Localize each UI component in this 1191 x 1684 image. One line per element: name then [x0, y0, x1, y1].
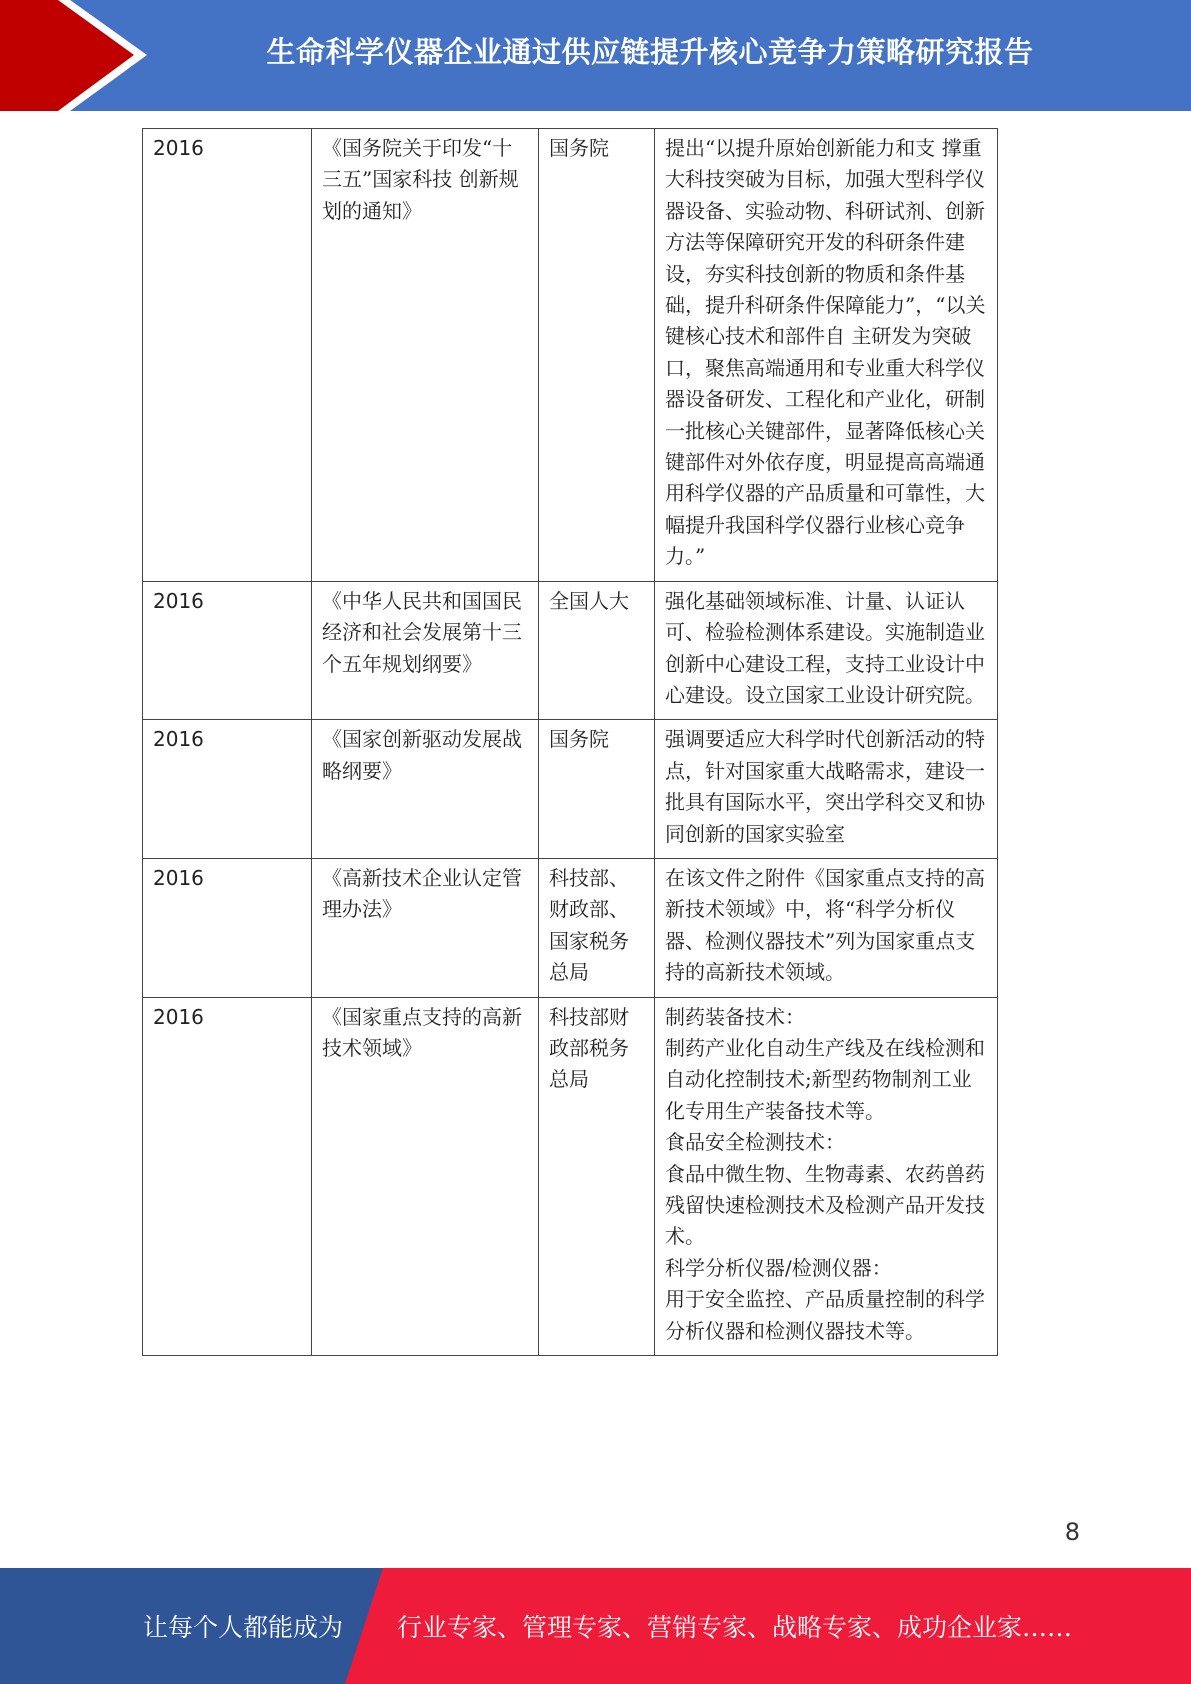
content-cell: 强调要适应大科学时代创新活动的特点，针对国家重大战略需求，建设一批具有国际水平，突出学科交叉和协同创新的国家实验室 — [655, 720, 998, 859]
year-cell: 2016 — [143, 581, 312, 720]
table-row — [143, 129, 998, 582]
content-line: 制药产业化自动生产线及在线检测和自动化控制技术;新型药物制剂工业化专用生产装备技术等。 — [665, 1035, 985, 1123]
content-cell: 提出“以提升原始创新能力和支 撑重大科技突破为目标，加强大型科学仪器设备、实验动物、科研试剂、创新方法等保障研究开发的科研条件建设，夯实科技创新的物质和条件基础，提升科研条件保障能力”，“以关键核心技术和部件自 主研发为突破口，聚焦高端通用和专业重大科学仪器设备研发、工程化和产业化，研制一批核心关键部件，显著降低核心关键部件对外依存度，明显提高高端通用科学仪器的产品质量和可靠性，大幅提升我国科学仪器行业核心竞争力。” — [655, 129, 998, 582]
issuer-cell: 国务院 — [539, 129, 655, 582]
content-line: 用于安全监控、产品质量控制的科学分析仪器和检测仪器技术等。 — [665, 1287, 985, 1343]
page-footer — [0, 1568, 1191, 1684]
content-cell — [655, 997, 998, 1355]
document-cell: 《中华人民共和国国民经济和社会发展第十三个五年规划纲要》 — [312, 581, 539, 720]
footer-slogan-right: 行业专家、管理专家、营销专家、战略专家、成功企业家…… — [397, 1613, 1073, 1642]
issuer-cell: 国务院 — [539, 720, 655, 859]
table-row — [143, 997, 998, 1355]
document-cell: 《国家重点支持的高新技术领域》 — [312, 997, 539, 1355]
year-cell: 2016 — [143, 997, 312, 1355]
content-line: 科学分析仪器/检测仪器： — [665, 1255, 892, 1280]
page-header — [0, 0, 1191, 111]
issuer-cell: 全国人大 — [539, 581, 655, 720]
header-arrow-decoration — [0, 0, 160, 111]
table-row — [143, 581, 998, 720]
footer-slogan-left: 让每个人都能成为 — [143, 1613, 344, 1642]
table-row — [143, 720, 998, 859]
content-line: 制药装备技术： — [665, 1004, 805, 1029]
year-cell: 2016 — [143, 858, 312, 997]
policy-table — [142, 128, 998, 1356]
issuer-cell: 科技部、财政部、国家税务总局 — [539, 858, 655, 997]
document-cell: 《国家创新驱动发展战略纲要》 — [312, 720, 539, 859]
document-cell: 《高新技术企业认定管理办法》 — [312, 858, 539, 997]
page-number: 8 — [1064, 1518, 1080, 1546]
document-cell: 《国务院关于印发“十三五”国家科技 创新规划的通知》 — [312, 129, 539, 582]
year-cell: 2016 — [143, 129, 312, 582]
year-cell: 2016 — [143, 720, 312, 859]
content-line: 食品安全检测技术： — [665, 1130, 845, 1155]
content-cell: 强化基础领域标准、计量、认证认可、检验检测体系建设。实施制造业创新中心建设工程，支持工业设计中心建设。设立国家工业设计研究院。 — [655, 581, 998, 720]
report-title: 生命科学仪器企业通过供应链提升核心竞争力策略研究报告 — [266, 34, 1034, 69]
table-row — [143, 858, 998, 997]
content-line: 食品中微生物、生物毒素、农药兽药残留快速检测技术及检测产品开发技术。 — [665, 1161, 985, 1249]
issuer-cell: 科技部财政部税务总局 — [539, 997, 655, 1355]
content-cell: 在该文件之附件《国家重点支持的高新技术领域》中，将“科学分析仪器、检测仪器技术”列为国家重点支持的高新技术领域。 — [655, 858, 998, 997]
